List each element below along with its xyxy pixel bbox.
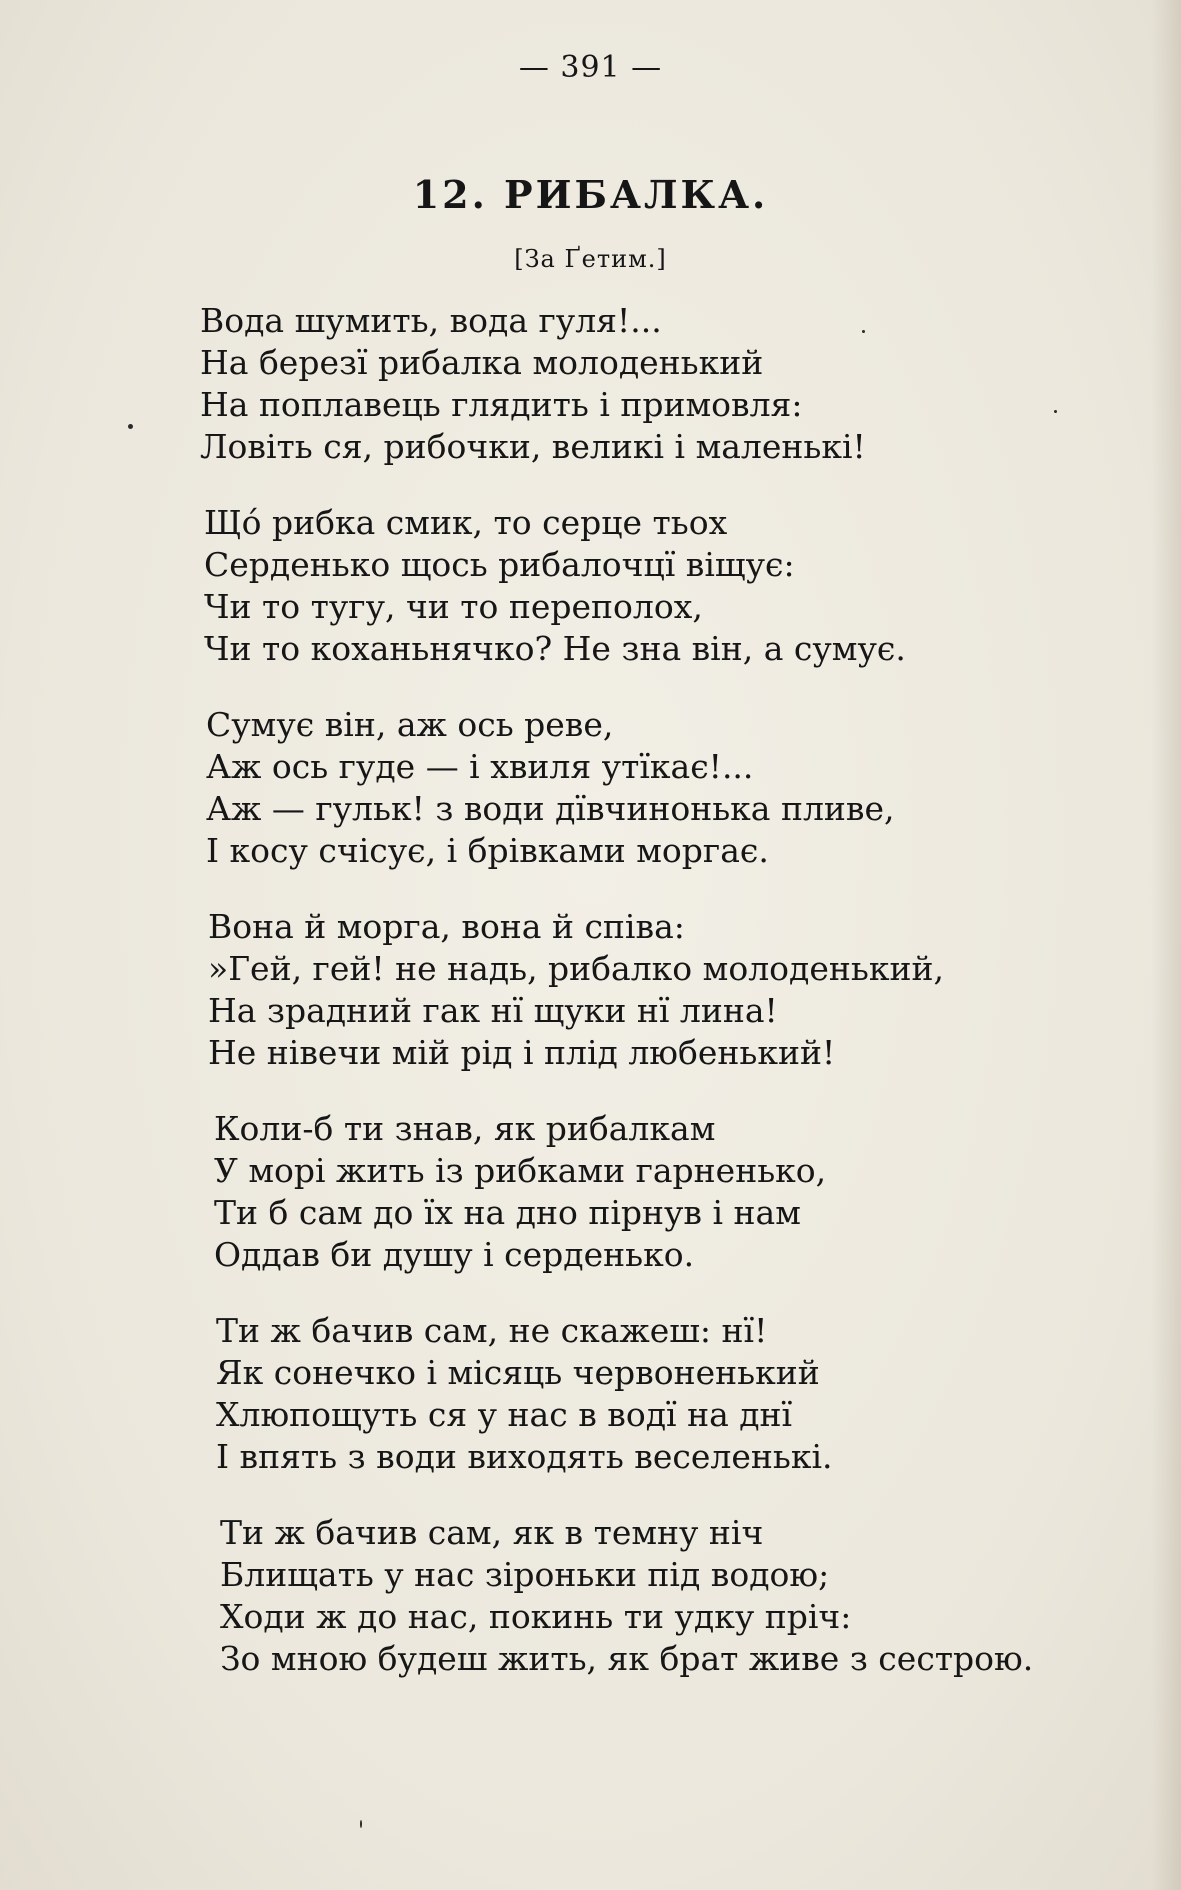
poem-line: Вона й морга, вона й співа: [208,907,685,946]
poem-line: Оддав би душу і серденько. [214,1235,695,1274]
poem-line: У морі жить із рибками гарненько, [214,1151,827,1190]
poem-line: На березї рибалка молоденький [200,343,764,382]
ink-speck [128,424,133,429]
poem-line: На зрадний гак нї щуки нї лина! [208,991,778,1030]
ink-speck [862,330,865,333]
poem-line: Ловіть ся, рибочки, великі і маленькі! [200,427,866,466]
page-number: — 391 — [518,50,663,85]
poem-line: Блищать у нас зіроньки під водою; [220,1555,830,1594]
ink-speck [1054,410,1057,413]
poem-line: Ходи ж до нас, покинь ти удку пріч: [220,1597,852,1636]
poem-body [200,300,1100,1714]
poem-line: Чи то тугу, чи то переполох, [204,587,703,626]
poem-line: Зо мною будеш жить, як брат живе з сестрою. [220,1639,1034,1678]
poem-line: Ти ж бачив сам, як в темну ніч [220,1513,764,1552]
poem-line: Щó рибка смик, то серце тьох [204,503,728,542]
poem-attribution: [За Ґетим.] [514,245,667,273]
poem-line: Хлюпощуть ся у нас в водї на днї [216,1395,793,1434]
stanza [206,704,1100,872]
poem-line: Чи то коханьнячко? Не зна він, а сумує. [204,629,906,668]
poem-line: Серденько щось рибалочцї віщує: [204,545,795,584]
stanza [204,502,1100,670]
stanza [214,1108,1100,1276]
poem-line: Вода шумить, вода гуля!... [200,301,662,340]
poem-line: Не нівечи мій рід і плід любенький! [208,1033,836,1072]
poem-line: І впять з води виходять веселенькі. [216,1437,833,1476]
poem-line: Ти б сам до їх на дно пірнув і нам [214,1193,801,1232]
poem-line: Коли-б ти знав, як рибалкам [214,1109,716,1148]
poem-line: »Гей, гей! не надь, рибалко молоденький, [208,949,944,988]
poem-line: Сумує він, аж ось реве, [206,705,614,744]
poem-line: І косу счісує, і брівками моргає. [206,831,769,870]
ink-speck [360,1820,362,1828]
stanza [216,1310,1100,1478]
poem-line: Аж ось гуде — і хвиля утїкає!... [206,747,754,786]
poem-line: Аж — гульк! з води дївчинонька пливе, [206,789,895,828]
stanza [200,300,1100,468]
poem-line: Як сонечко і місяць червоненький [216,1353,820,1392]
poem-line: На поплавець глядить і примовля: [200,385,803,424]
poem-title: 12. РИБАЛКА. [412,172,769,217]
poem-line: Ти ж бачив сам, не скажеш: нї! [216,1311,768,1350]
page-edge-shadow [1151,0,1181,1890]
stanza [220,1512,1100,1680]
stanza [208,906,1100,1074]
